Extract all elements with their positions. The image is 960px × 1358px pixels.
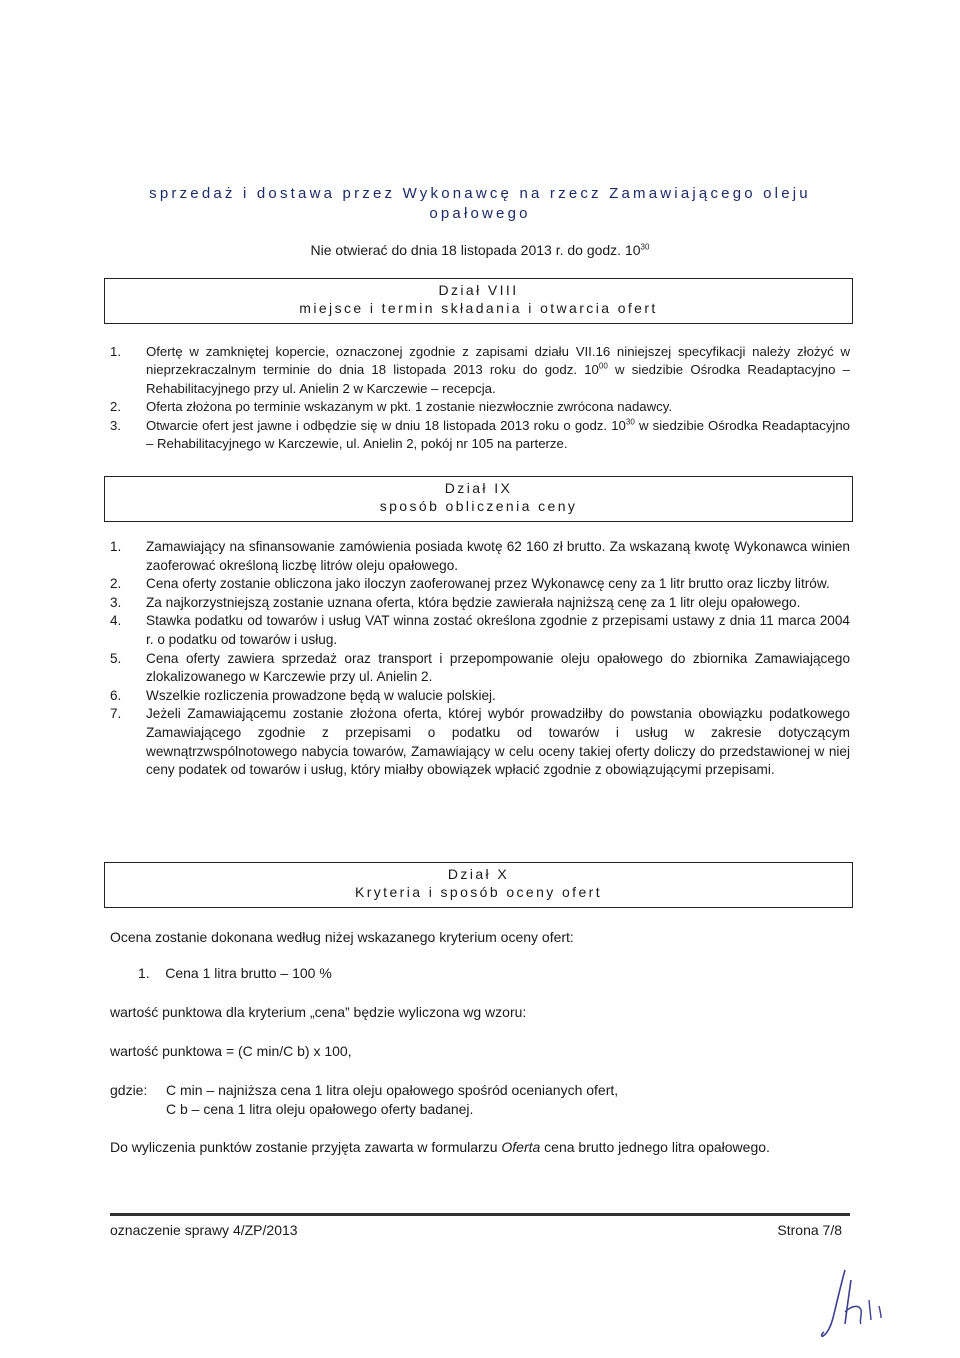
item-text: Cena oferty zawiera sprzedaż oraz transport i przepompowanie oleju opałowego do zbiornika Zamawiającego zlokalizowanego w Karczewie przy ul. Anielin 2. [146,650,850,685]
section-10-header [104,862,853,908]
formula-legend-cb: C b – cena 1 litra oleju opałowego oferty badanej. [166,1101,474,1117]
section-10-subtitle: Kryteria i sposób oceny ofert [354,884,603,900]
item-text: Zamawiający na sfinansowanie zamówienia posiada kwotę 62 160 zł brutto. Za wskazaną kwotę Wykonawca winien zaoferować określoną liczbę litrów oleju opałowego. [146,539,850,573]
section-8-subtitle: miejsce i termin składania i otwarcia ofert [299,300,658,316]
case-reference: oznaczenie sprawy 4/ZP/2013 [110,1222,298,1238]
criterion-number: 1. [138,965,150,981]
criterion-text: Cena 1 litra brutto – 100 % [165,965,332,981]
section-8-header [104,278,853,324]
item-sup: 00 [598,362,608,372]
opening-notice [110,242,850,258]
opening-notice-sup: 30 [640,242,650,252]
section-9-header [104,476,853,522]
list-item [110,612,850,649]
list-item [110,594,850,613]
item-number: 2. [110,576,122,592]
item-text-cont: w siedzibie Ośrodka Readaptacyjno – Rehabilitacyjnego w Karczewie, ul. Anielin 2, pokój nr 105 na parterze. [146,417,851,452]
item-number: 7. [110,706,122,722]
section-9-subtitle: sposób obliczenia ceny [379,498,578,514]
document-heading-line-1: sprzedaż i dostawa przez Wykonawcę na rzecz Zamawiającego oleju [149,185,811,202]
item-sup: 30 [625,417,635,427]
section-9-title: Dział IX [444,480,513,496]
item-number: 3. [110,417,121,433]
list-item [110,343,850,398]
section-10-title: Dział X [447,866,510,882]
opening-notice-text: Nie otwierać do dnia 18 listopada 2013 r. do godz. 10 [310,242,641,258]
formula-intro: wartość punktowa dla kryterium „cena” będzie wyliczona wg wzoru: [110,1004,527,1020]
formula: wartość punktowa = (C min/C b) x 100, [110,1043,352,1059]
closing-paragraph [110,1138,850,1157]
item-number: 6. [110,687,122,703]
section-8-list [110,343,850,453]
footer-divider [110,1213,850,1216]
item-text: Stawka podatku od towarów i usług VAT winna zostać określona zgodnie z przepisami ustawy z dnia 11 marca 2004 r. o podatku od towarów i usług. [146,613,850,647]
item-text: Jeżeli Zamawiającemu zostanie złożona oferta, której wybór prowadziłby do powstania obowiązku podatkowego Zamawiającego zgodnie z przepisami o podatku od towarów i usług w zakresie dotyczącym wewnątrzwspólnotowego nabycia towarów, Zamawiający w celu oceny takiej oferty doliczy do przedstawionej w niej ceny podatek od towarów i usług, który miałby obowiązek wpłacić zgodnie z obowiązującymi przepisami. [146,706,850,778]
closing-text-a: Do wyliczenia punktów zostanie przyjęta zawarta w formularzu [110,1139,502,1155]
item-text: Ofertę w zamkniętej kopercie, oznaczonej zgodnie z zapisami działu VII.16 niniejszej specyfikacji należy złożyć w nieprzekraczalnym terminie do dnia 18 listopada 2013 roku do godz. 10 [146,344,850,378]
item-text: Otwarcie ofert jest jawne i odbędzie się w dniu 18 listopada 2013 roku o godz. 10 [146,417,626,433]
item-text: Wszelkie rozliczenia prowadzone będą w walucie polskiej. [146,687,496,703]
item-text: Za najkorzystniejszą zostanie uznana oferta, która będzie zawierała najniższą cenę za 1 litr oleju opałowego. [146,594,801,610]
page-number: Strona 7/8 [777,1222,842,1238]
item-number: 5. [110,650,122,666]
item-text: Cena oferty zostanie obliczona jako iloczyn zaoferowanej przez Wykonawcę ceny za 1 litr brutto oraz liczby litrów. [146,576,830,592]
list-item [110,687,850,706]
section-8-title: Dział VIII [438,282,519,298]
evaluation-intro: Ocena zostanie dokonana według niżej wskazanego kryterium oceny ofert: [110,929,574,945]
closing-italic: Oferta [501,1139,541,1155]
handwritten-initials [815,1262,895,1342]
item-number: 3. [110,594,122,610]
section-9-list [110,538,850,780]
document-heading-line-2: opałowego [429,205,531,222]
list-item [110,705,850,779]
list-item [110,575,850,594]
list-item [110,398,850,416]
list-item [110,538,850,575]
formula-legend-label: gdzie: [110,1082,148,1098]
item-number: 1. [110,344,121,359]
item-number: 1. [110,539,122,554]
item-text-cont: w siedzibie Ośrodka Readaptacyjno – Rehabilitacyjnego przy ul. Anielin 2 w Karczewie – recepcja. [146,362,850,396]
closing-text-b: cena brutto jednego litra opałowego. [540,1139,770,1155]
list-item [110,417,850,454]
item-number: 4. [110,613,122,629]
criterion-item [138,964,838,983]
formula-legend-cmin: C min – najniższa cena 1 litra oleju opałowego spośród ocenianych ofert, [166,1082,619,1098]
item-number: 2. [110,399,121,415]
item-text: Oferta złożona po terminie wskazanym w pkt. 1 zostanie niezwłocznie zwrócona nadawcy. [146,399,673,415]
list-item [110,650,850,687]
